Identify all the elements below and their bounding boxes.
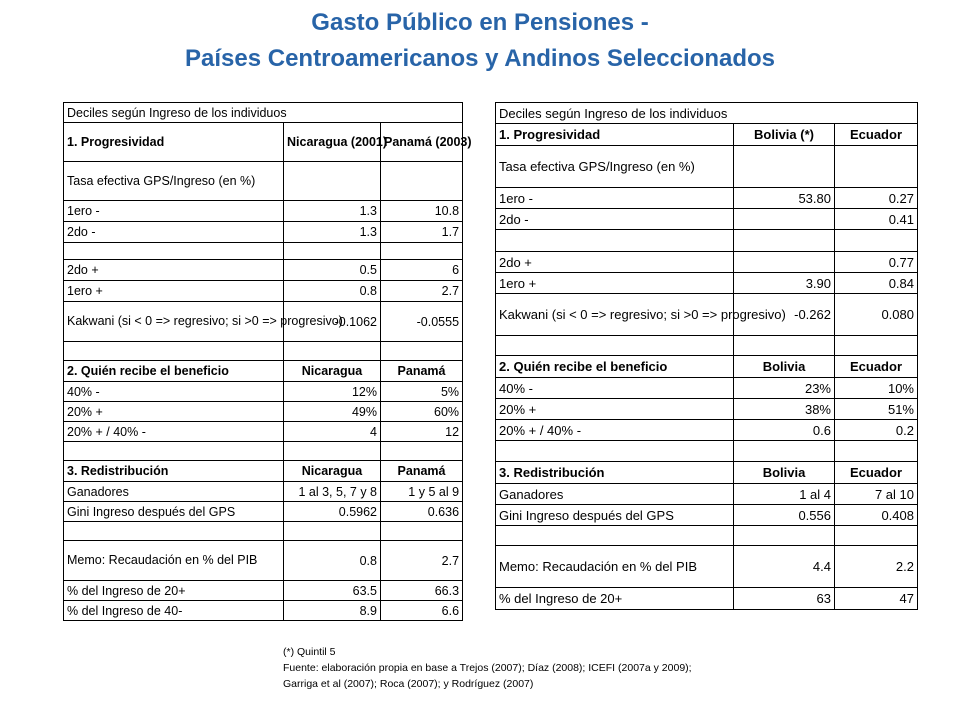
column-header: Nicaragua: [284, 461, 381, 482]
section-heading: 1. Progresividad: [64, 123, 284, 162]
table-cell: 4.4: [734, 546, 835, 588]
footnote-source-cont: Garriga et al (2007); Roca (2007); y Rodríguez (2007): [283, 678, 534, 690]
table-cell: 0.2: [835, 420, 918, 441]
table-cell: 0.6: [734, 420, 835, 441]
page-title: Gasto Público en Pensiones -: [311, 9, 649, 36]
spacer-cell: [64, 522, 284, 541]
spacer-cell: [381, 442, 463, 461]
table-cell: [734, 146, 835, 188]
table-row: [64, 222, 463, 243]
row-label: 2do -: [64, 222, 284, 243]
spacer-cell: [835, 336, 918, 356]
spacer-cell: [381, 342, 463, 361]
right-table: [495, 102, 918, 610]
row-label: Gini Ingreso después del GPS: [496, 505, 734, 526]
footnote-source: Fuente: elaboración propia en base a Trejos (2007); Díaz (2008); ICEFI (2007a y 2009);: [283, 662, 692, 674]
table-cell: 0.556: [734, 505, 835, 526]
table-row: [64, 260, 463, 281]
table-cell: [381, 243, 463, 260]
spacer-cell: [734, 336, 835, 356]
table-row: [64, 482, 463, 502]
table-cell: 2.7: [381, 281, 463, 302]
table-cell: 1.3: [284, 222, 381, 243]
table-cell: [284, 162, 381, 201]
table-cell: 0.41: [835, 209, 918, 230]
row-label: Tasa efectiva GPS/Ingreso (en %): [64, 162, 284, 201]
table-row: [496, 252, 918, 273]
row-label: 20% + / 40% -: [496, 420, 734, 441]
table-row: [64, 201, 463, 222]
table-cell: 2.7: [381, 541, 463, 581]
table-cell: [835, 146, 918, 188]
section-heading: 3. Redistribución: [496, 462, 734, 484]
table-cell: 6: [381, 260, 463, 281]
table-cell: 3.90: [734, 273, 835, 294]
table-row: [496, 484, 918, 505]
table-cell: -0.1062: [284, 302, 381, 342]
row-label: 20% +: [64, 402, 284, 422]
column-header: Bolivia: [734, 356, 835, 378]
table-row: [496, 209, 918, 230]
table-cell: 0.408: [835, 505, 918, 526]
table-row: [64, 243, 463, 260]
table-row: [496, 546, 918, 588]
table-cell: 0.77: [835, 252, 918, 273]
table-cell: 0.636: [381, 502, 463, 522]
table-cell: 10.8: [381, 201, 463, 222]
column-header: Ecuador: [835, 124, 918, 146]
table-row: [496, 588, 918, 610]
table-row: [64, 402, 463, 422]
table-cell: 0.27: [835, 188, 918, 209]
table-cell: 6.6: [381, 601, 463, 621]
table-cell: 7 al 10: [835, 484, 918, 505]
table-row: [496, 378, 918, 399]
table-row: [496, 420, 918, 441]
row-label: 1ero +: [64, 281, 284, 302]
table-row: [64, 382, 463, 402]
table-cell: 1 al 3, 5, 7 y 8: [284, 482, 381, 502]
table-cell: 63.5: [284, 581, 381, 601]
table-cell: [284, 243, 381, 260]
column-header: Ecuador: [835, 462, 918, 484]
row-label: 40% -: [496, 378, 734, 399]
table-cell: [734, 230, 835, 252]
table-cell: -0.262: [734, 294, 835, 336]
table-cell: 53.80: [734, 188, 835, 209]
table-caption: Deciles según Ingreso de los individuos: [496, 103, 918, 124]
table-row: [64, 541, 463, 581]
table-row: [496, 273, 918, 294]
column-header: Ecuador: [835, 356, 918, 378]
row-label: [496, 230, 734, 252]
table-cell: 60%: [381, 402, 463, 422]
row-label: 20% +: [496, 399, 734, 420]
row-label: Memo: Recaudación en % del PIB: [64, 541, 284, 581]
table-cell: 1.3: [284, 201, 381, 222]
table-row: [496, 505, 918, 526]
section-heading: 3. Redistribución: [64, 461, 284, 482]
table-cell: 0.080: [835, 294, 918, 336]
table-cell: 10%: [835, 378, 918, 399]
table-cell: 49%: [284, 402, 381, 422]
row-label: Ganadores: [64, 482, 284, 502]
table-row: [496, 230, 918, 252]
spacer-cell: [284, 522, 381, 541]
table-cell: 1 al 4: [734, 484, 835, 505]
table-row: [64, 281, 463, 302]
row-label: 2do -: [496, 209, 734, 230]
table-cell: 1 y 5 al 9: [381, 482, 463, 502]
spacer-cell: [496, 526, 734, 546]
table-row: [64, 581, 463, 601]
table-cell: -0.0555: [381, 302, 463, 342]
table-cell: 12%: [284, 382, 381, 402]
table-cell: 0.8: [284, 281, 381, 302]
section-heading: 2. Quién recibe el beneficio: [64, 361, 284, 382]
spacer-cell: [381, 522, 463, 541]
table-cell: 0.5962: [284, 502, 381, 522]
table-cell: 0.5: [284, 260, 381, 281]
row-label: Kakwani (si < 0 => regresivo; si >0 => progresivo): [496, 294, 734, 336]
left-table: [63, 102, 472, 621]
table-cell: 47: [835, 588, 918, 610]
section-heading: 1. Progresividad: [496, 124, 734, 146]
table-cell: 51%: [835, 399, 918, 420]
page-subtitle: Países Centroamericanos y Andinos Seleccionados: [185, 45, 775, 72]
spacer-cell: [496, 441, 734, 462]
table-cell: 0.84: [835, 273, 918, 294]
column-header: Panamá (2003): [381, 123, 463, 162]
row-label: 40% -: [64, 382, 284, 402]
column-header: Bolivia: [734, 462, 835, 484]
column-header: Panamá: [381, 361, 463, 382]
spacer-cell: [835, 441, 918, 462]
column-header: Nicaragua: [284, 361, 381, 382]
row-label: % del Ingreso de 20+: [64, 581, 284, 601]
spacer-cell: [835, 526, 918, 546]
row-label: Memo: Recaudación en % del PIB: [496, 546, 734, 588]
table-cell: [734, 252, 835, 273]
table-cell: 12: [381, 422, 463, 442]
table-row: [64, 601, 463, 621]
row-label: % del Ingreso de 20+: [496, 588, 734, 610]
table-cell: 0.8: [284, 541, 381, 581]
column-header: Panamá: [381, 461, 463, 482]
row-label: [64, 243, 284, 260]
spacer-cell: [496, 336, 734, 356]
footnote-quintil: (*) Quintil 5: [283, 646, 336, 658]
spacer-cell: [64, 442, 284, 461]
row-label: 2do +: [496, 252, 734, 273]
table-row: [496, 399, 918, 420]
spacer-cell: [734, 441, 835, 462]
row-label: 1ero +: [496, 273, 734, 294]
table-cell: 66.3: [381, 581, 463, 601]
spacer-cell: [284, 342, 381, 361]
spacer-cell: [64, 342, 284, 361]
table-row: [64, 302, 463, 342]
table-cell: 23%: [734, 378, 835, 399]
table-cell: 8.9: [284, 601, 381, 621]
column-header: Nicaragua (2001): [284, 123, 381, 162]
table-cell: [734, 209, 835, 230]
table-row: [64, 502, 463, 522]
table-cell: 38%: [734, 399, 835, 420]
table-row: [496, 294, 918, 336]
row-label: 20% + / 40% -: [64, 422, 284, 442]
table-cell: [381, 162, 463, 201]
table-row: [496, 188, 918, 209]
table-cell: 2.2: [835, 546, 918, 588]
table-cell: 5%: [381, 382, 463, 402]
table-caption: Deciles según Ingreso de los individuos: [64, 103, 463, 123]
row-label: Ganadores: [496, 484, 734, 505]
row-label: Tasa efectiva GPS/Ingreso (en %): [496, 146, 734, 188]
table-cell: 4: [284, 422, 381, 442]
section-heading: 2. Quién recibe el beneficio: [496, 356, 734, 378]
row-label: 2do +: [64, 260, 284, 281]
table-cell: 63: [734, 588, 835, 610]
spacer-cell: [734, 526, 835, 546]
spacer-cell: [284, 442, 381, 461]
column-header: Bolivia (*): [734, 124, 835, 146]
row-label: 1ero -: [64, 201, 284, 222]
footnotes: [283, 644, 692, 692]
table-cell: 1.7: [381, 222, 463, 243]
table-row: [64, 422, 463, 442]
table-cell: [835, 230, 918, 252]
row-label: Gini Ingreso después del GPS: [64, 502, 284, 522]
row-label: 1ero -: [496, 188, 734, 209]
row-label: Kakwani (si < 0 => regresivo; si >0 => progresivo): [64, 302, 284, 342]
row-label: % del Ingreso de 40-: [64, 601, 284, 621]
